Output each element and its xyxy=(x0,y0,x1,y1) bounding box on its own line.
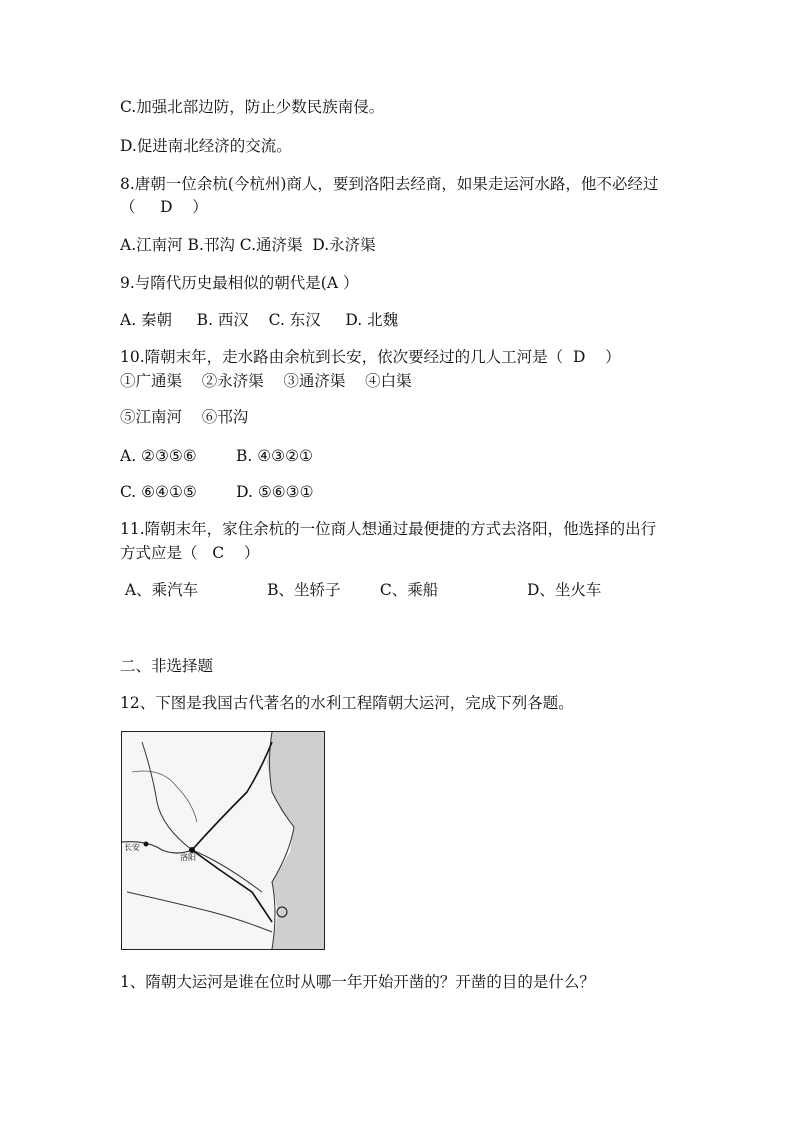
question-8-answer: （ D ） xyxy=(120,198,208,216)
question-12-text: 12、下图是我国古代著名的水利工程隋朝大运河，完成下列各题。 xyxy=(120,694,574,712)
section-heading: 二、非选择题 xyxy=(120,657,214,675)
question-9-text: 9.与隋代历史最相似的朝代是(A ） xyxy=(120,274,359,292)
question-10-options-cd: C. ⑥④①⑤ D. ⑤⑥③① xyxy=(120,483,314,501)
question-11-options: A、乘汽车 B、坐轿子 C、乘船 D、坐火车 xyxy=(120,581,602,599)
question-8-text: 8.唐朝一位余杭(今杭州)商人，要到洛阳去经商，如果走运河水路，他不必经过 xyxy=(120,175,659,193)
question-11-text: 11.隋朝末年，家住余杭的一位商人想通过最便捷的方式去洛阳，他选择的出行 xyxy=(120,520,657,538)
grand-canal-map xyxy=(121,731,325,950)
map-label-changan: 长安 xyxy=(124,843,140,852)
map-label-luoyang: 洛阳 xyxy=(180,853,196,862)
question-10-options-ab: A. ②③⑤⑥ B. ④③②① xyxy=(120,447,313,465)
question-8-options: A.江南河 B.邗沟 C.通济渠 D.永济渠 xyxy=(120,236,376,254)
question-10-text: 10.隋朝末年，走水路由余杭到长安，依次要经过的几人工河是（ D ） xyxy=(120,348,621,366)
question-9-options: A. 秦朝 B. 西汉 C. 东汉 D. 北魏 xyxy=(120,311,399,329)
question-12-sub-1: 1、隋朝大运河是谁在位时从哪一年开始开凿的？开凿的目的是什么？ xyxy=(120,973,595,991)
question-10-items-2: ⑤江南河 ⑥邗沟 xyxy=(120,408,249,426)
option-c-text: C.加强北部边防，防止少数民族南侵。 xyxy=(120,98,385,116)
grand-canal-map-drawing xyxy=(122,732,324,949)
question-11-answer: 方式应是（ C ） xyxy=(120,544,260,562)
question-10-items-1: ①广通渠 ②永济渠 ③通济渠 ④白渠 xyxy=(120,372,412,390)
option-d-text: D.促进南北经济的交流。 xyxy=(120,137,292,155)
